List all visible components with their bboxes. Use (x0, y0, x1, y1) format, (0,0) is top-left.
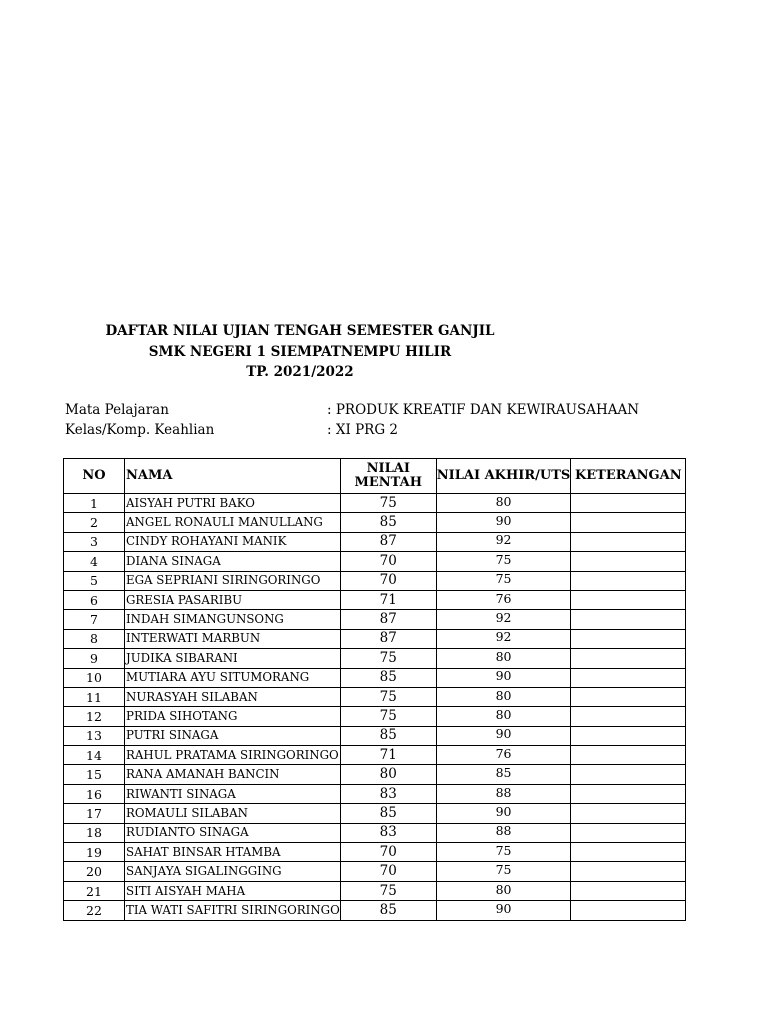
cell-no (64, 726, 125, 745)
table-row (64, 746, 686, 765)
cell-final-score-text: 85 (495, 765, 512, 781)
cell-name (125, 843, 341, 862)
cell-final-score-text: 80 (495, 648, 512, 664)
cell-name (125, 707, 341, 726)
cell-raw-score-text: 70 (379, 843, 397, 860)
cell-raw-score (340, 862, 436, 881)
cell-note (571, 862, 686, 881)
cell-name-text: AISYAH PUTRI BAKO (126, 495, 255, 510)
table-row (64, 862, 686, 881)
table-header-row (64, 459, 686, 494)
cell-final-score (436, 590, 571, 609)
cell-final-score (436, 843, 571, 862)
table-row (64, 784, 686, 803)
cell-final-score-text: 76 (495, 745, 512, 761)
cell-name (125, 649, 341, 668)
cell-final-score (436, 746, 571, 765)
cell-name (125, 571, 341, 590)
cell-raw-score-text: 75 (379, 882, 397, 899)
cell-name (125, 494, 341, 513)
cell-raw-score-text: 71 (379, 746, 397, 763)
cell-no-text: 9 (90, 650, 98, 666)
cell-no-text: 12 (86, 708, 102, 724)
cell-raw-score-text: 85 (379, 514, 397, 531)
cell-note (571, 668, 686, 687)
cell-no-text: 7 (90, 612, 98, 628)
cell-no (64, 784, 125, 803)
cell-raw-score-text: 83 (379, 824, 397, 841)
cell-name (125, 804, 341, 823)
cell-final-score (436, 552, 571, 571)
cell-note (571, 513, 686, 532)
cell-final-score-text: 76 (495, 590, 512, 606)
cell-name-text: TIA WATI SAFITRI SIRINGORINGO (126, 902, 340, 917)
cell-no (64, 862, 125, 881)
cell-no-text: 18 (86, 825, 102, 841)
cell-raw-score (340, 571, 436, 590)
cell-no (64, 571, 125, 590)
subject-value: : PRODUK KREATIF DAN KEWIRAUSAHAAN (327, 402, 640, 418)
cell-raw-score (340, 552, 436, 571)
cell-final-score (436, 629, 571, 648)
cell-name-text: EGA SEPRIANI SIRINGORINGO (126, 573, 321, 588)
cell-raw-score-text: 70 (379, 863, 397, 880)
cell-no-text: 8 (90, 631, 98, 647)
cell-raw-score-text: 85 (379, 727, 397, 744)
cell-raw-score (340, 649, 436, 668)
cell-final-score-text: 92 (495, 629, 512, 645)
cell-raw-score (340, 843, 436, 862)
cell-final-score (436, 881, 571, 900)
cell-name-text: DIANA SINAGA (126, 553, 221, 568)
cell-raw-score (340, 784, 436, 803)
cell-name-text: RAHUL PRATAMA SIRINGORINGO (126, 747, 339, 762)
cell-note (571, 726, 686, 745)
cell-raw-score-text: 70 (379, 552, 397, 569)
cell-raw-score-text: 83 (379, 785, 397, 802)
cell-note (571, 823, 686, 842)
cell-name-text: JUDIKA SIBARANI (126, 650, 238, 665)
table-row (64, 765, 686, 784)
cell-raw-score-text: 87 (379, 533, 397, 550)
cell-raw-score (340, 610, 436, 629)
cell-no-text: 5 (90, 573, 98, 589)
cell-final-score-text: 75 (495, 571, 512, 587)
table-row (64, 532, 686, 551)
cell-no-text: 6 (90, 592, 98, 608)
table-row (64, 552, 686, 571)
cell-name-text: SAHAT BINSAR HTAMBA (126, 844, 281, 859)
cell-raw-score (340, 726, 436, 745)
cell-name (125, 513, 341, 532)
cell-note (571, 649, 686, 668)
cell-name (125, 765, 341, 784)
cell-note (571, 746, 686, 765)
header-no: NO (64, 459, 125, 494)
cell-note (571, 610, 686, 629)
cell-raw-score-text: 75 (379, 649, 397, 666)
cell-no (64, 513, 125, 532)
header-raw-line2: MENTAH (354, 475, 423, 490)
class-label: Kelas/Komp. Keahlian (65, 422, 215, 438)
cell-raw-score-text: 80 (379, 766, 397, 783)
cell-note (571, 881, 686, 900)
cell-final-score-text: 80 (495, 687, 512, 703)
cell-no-text: 16 (86, 786, 102, 802)
cell-no (64, 668, 125, 687)
cell-raw-score-text: 85 (379, 901, 397, 918)
table-row (64, 823, 686, 842)
cell-final-score-text: 92 (495, 610, 512, 626)
cell-raw-score-text: 87 (379, 611, 397, 628)
cell-raw-score (340, 668, 436, 687)
cell-note (571, 571, 686, 590)
subject-label: Mata Pelajaran (65, 402, 169, 418)
cell-raw-score (340, 629, 436, 648)
cell-raw-score (340, 823, 436, 842)
title-line-year: TP. 2021/2022 (246, 364, 354, 380)
table-row (64, 513, 686, 532)
cell-note (571, 552, 686, 571)
table-row (64, 629, 686, 648)
cell-final-score (436, 494, 571, 513)
table-body (64, 494, 686, 921)
cell-name-text: RIWANTI SINAGA (126, 786, 236, 801)
cell-name (125, 784, 341, 803)
title-line-school: SMK NEGERI 1 SIEMPATNEMPU HILIR (148, 343, 452, 360)
cell-raw-score-text: 75 (379, 707, 397, 724)
cell-no (64, 901, 125, 920)
cell-raw-score (340, 881, 436, 900)
cell-name-text: INDAH SIMANGUNSONG (126, 612, 284, 627)
cell-no (64, 649, 125, 668)
cell-raw-score-text: 87 (379, 630, 397, 647)
cell-final-score-text: 90 (495, 726, 512, 742)
cell-final-score (436, 765, 571, 784)
cell-final-score (436, 532, 571, 551)
cell-final-score (436, 668, 571, 687)
cell-note (571, 901, 686, 920)
table-row (64, 726, 686, 745)
cell-no-text: 10 (86, 670, 102, 686)
cell-name (125, 532, 341, 551)
cell-no (64, 629, 125, 648)
cell-no-text: 21 (86, 883, 102, 899)
grades-table (63, 458, 686, 921)
table-row (64, 687, 686, 706)
table-row (64, 843, 686, 862)
cell-no-text: 20 (86, 864, 102, 880)
cell-name-text: PUTRI SINAGA (126, 728, 219, 743)
cell-raw-score (340, 494, 436, 513)
table-row (64, 668, 686, 687)
cell-no (64, 707, 125, 726)
cell-no (64, 843, 125, 862)
cell-raw-score (340, 765, 436, 784)
cell-no (64, 590, 125, 609)
cell-name-text: MUTIARA AYU SITUMORANG (126, 670, 310, 685)
cell-no (64, 746, 125, 765)
cell-final-score-text: 90 (495, 803, 512, 819)
cell-final-score-text: 90 (495, 668, 512, 684)
cell-no (64, 532, 125, 551)
cell-note (571, 590, 686, 609)
cell-name-text: SITI AISYAH MAHA (126, 883, 246, 898)
cell-final-score-text: 75 (495, 862, 512, 878)
cell-final-score (436, 862, 571, 881)
cell-no-text: 3 (90, 534, 98, 550)
cell-name (125, 687, 341, 706)
cell-no-text: 2 (90, 515, 98, 531)
cell-note (571, 687, 686, 706)
cell-raw-score-text: 75 (379, 688, 397, 705)
header-raw-score (340, 459, 436, 494)
table-row (64, 707, 686, 726)
cell-name-text: CINDY ROHAYANI MANIK (126, 534, 287, 549)
cell-name-text: RUDIANTO SINAGA (126, 825, 249, 840)
cell-no (64, 765, 125, 784)
cell-no-text: 15 (86, 767, 102, 783)
cell-name (125, 552, 341, 571)
cell-final-score (436, 901, 571, 920)
cell-name-text: ROMAULI SILABAN (126, 805, 248, 820)
cell-raw-score-text: 85 (379, 669, 397, 686)
table-row (64, 571, 686, 590)
table-row (64, 804, 686, 823)
table-row (64, 494, 686, 513)
cell-name-text: RANA AMANAH BANCIN (126, 767, 280, 782)
header-note: KETERANGAN (571, 459, 686, 494)
table-row (64, 610, 686, 629)
cell-name (125, 901, 341, 920)
cell-note (571, 843, 686, 862)
header-name: NAMA (125, 459, 341, 494)
cell-final-score (436, 513, 571, 532)
cell-name (125, 862, 341, 881)
cell-name (125, 590, 341, 609)
cell-final-score-text: 90 (495, 513, 512, 529)
table-row (64, 649, 686, 668)
cell-final-score-text: 90 (495, 900, 512, 916)
cell-final-score-text: 80 (495, 706, 512, 722)
cell-note (571, 804, 686, 823)
cell-final-score (436, 687, 571, 706)
cell-final-score (436, 707, 571, 726)
cell-final-score (436, 726, 571, 745)
cell-name-text: INTERWATI MARBUN (126, 631, 261, 646)
cell-no (64, 610, 125, 629)
cell-raw-score-text: 71 (379, 591, 397, 608)
cell-raw-score (340, 746, 436, 765)
cell-no (64, 494, 125, 513)
cell-name (125, 668, 341, 687)
cell-final-score-text: 80 (495, 881, 512, 897)
cell-final-score-text: 75 (495, 842, 512, 858)
cell-no (64, 687, 125, 706)
cell-final-score-text: 75 (495, 551, 512, 567)
cell-name (125, 881, 341, 900)
cell-final-score (436, 571, 571, 590)
cell-final-score-text: 88 (495, 823, 512, 839)
cell-final-score-text: 92 (495, 532, 512, 548)
cell-name-text: NURASYAH SILABAN (126, 689, 258, 704)
cell-no (64, 881, 125, 900)
cell-raw-score (340, 687, 436, 706)
cell-no-text: 17 (86, 805, 102, 821)
cell-final-score (436, 784, 571, 803)
cell-no-text: 13 (86, 728, 102, 744)
cell-note (571, 784, 686, 803)
cell-name (125, 629, 341, 648)
cell-raw-score (340, 804, 436, 823)
cell-note (571, 707, 686, 726)
cell-name-text: GRESIA PASARIBU (126, 592, 243, 607)
cell-name-text: SANJAYA SIGALINGGING (126, 864, 282, 879)
cell-name (125, 746, 341, 765)
table-row (64, 590, 686, 609)
table-row (64, 881, 686, 900)
header-raw-line1: NILAI (366, 461, 410, 476)
cell-name (125, 726, 341, 745)
cell-note (571, 629, 686, 648)
cell-no (64, 823, 125, 842)
cell-no-text: 11 (86, 689, 102, 705)
cell-note (571, 494, 686, 513)
cell-name (125, 610, 341, 629)
cell-no (64, 804, 125, 823)
cell-raw-score-text: 85 (379, 804, 397, 821)
cell-name-text: ANGEL RONAULI MANULLANG (126, 515, 323, 530)
cell-note (571, 532, 686, 551)
cell-final-score-text: 80 (495, 493, 512, 509)
cell-raw-score (340, 532, 436, 551)
cell-raw-score (340, 513, 436, 532)
cell-raw-score (340, 901, 436, 920)
table-row (64, 901, 686, 920)
cell-final-score (436, 649, 571, 668)
cell-name-text: PRIDA SIHOTANG (126, 708, 238, 723)
cell-final-score (436, 610, 571, 629)
title-line-exam: DAFTAR NILAI UJIAN TENGAH SEMESTER GANJIL (105, 323, 495, 339)
document-title (100, 321, 500, 383)
cell-final-score (436, 823, 571, 842)
cell-final-score (436, 804, 571, 823)
cell-raw-score (340, 590, 436, 609)
cell-name (125, 823, 341, 842)
cell-raw-score-text: 70 (379, 572, 397, 589)
cell-raw-score (340, 707, 436, 726)
cell-no-text: 4 (90, 553, 98, 569)
cell-no-text: 14 (86, 747, 102, 763)
cell-no-text: 19 (86, 844, 102, 860)
cell-final-score-text: 88 (495, 784, 512, 800)
cell-no-text: 1 (90, 495, 98, 511)
cell-no-text: 22 (86, 902, 102, 918)
header-final-score: NILAI AKHIR/UTS (436, 459, 571, 494)
cell-raw-score-text: 75 (379, 494, 397, 511)
cell-note (571, 765, 686, 784)
cell-no (64, 552, 125, 571)
class-value: : XI PRG 2 (327, 422, 398, 438)
